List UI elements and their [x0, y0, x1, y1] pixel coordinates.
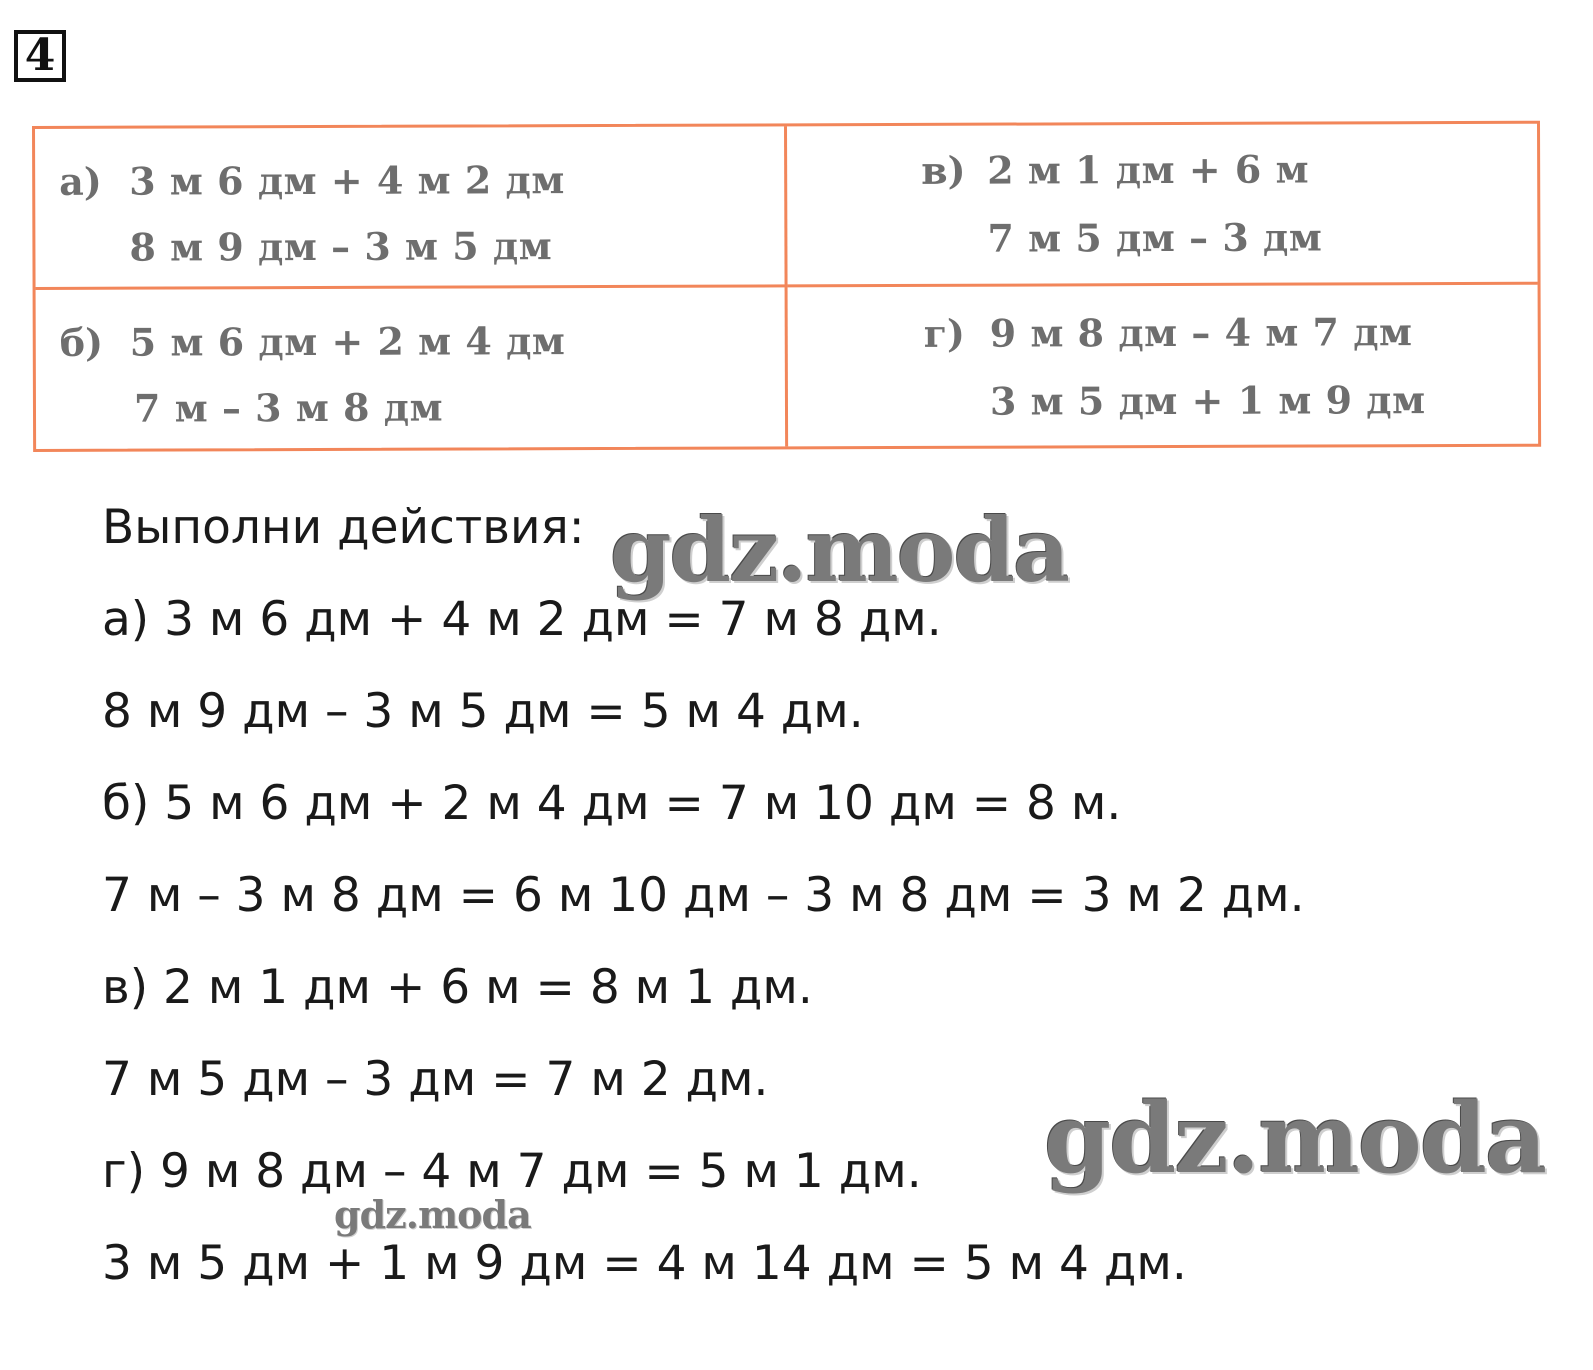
- solution-line: а) 3 м 6 дм + 4 м 2 дм = 7 м 8 дм.: [102, 592, 942, 647]
- cell-v-expression-1: 2 м 1 дм + 6 м: [987, 146, 1310, 193]
- cell-b-expression-1: 5 м 6 дм + 2 м 4 дм: [129, 318, 566, 365]
- table-cell-b: [36, 287, 789, 449]
- cell-b-label: б): [59, 319, 104, 365]
- task-number-badge: 4: [14, 30, 66, 82]
- cell-a-expression-2: 8 м 9 дм – 3 м 5 дм: [129, 223, 553, 270]
- solution-line: 7 м – 3 м 8 дм = 6 м 10 дм – 3 м 8 дм = 3 м 2 дм.: [102, 868, 1305, 923]
- solution-line: г) 9 м 8 дм – 4 м 7 дм = 5 м 1 дм.: [102, 1144, 922, 1199]
- solution-line: 8 м 9 дм – 3 м 5 дм = 5 м 4 дм.: [102, 684, 864, 739]
- table-cell-g: [788, 285, 1539, 447]
- cell-a-label: а): [59, 158, 102, 204]
- cell-v-label: в): [921, 147, 966, 193]
- task-table: [32, 121, 1541, 452]
- solution-line: 3 м 5 дм + 1 м 9 дм = 4 м 14 дм = 5 м 4 дм.: [102, 1236, 1187, 1291]
- watermark-right: gdz.moda: [1044, 1082, 1546, 1195]
- watermark-top: gdz.moda: [610, 498, 1069, 602]
- solution-line: в) 2 м 1 дм + 6 м = 8 м 1 дм.: [102, 960, 813, 1015]
- cell-a-expression-1: 3 м 6 дм + 4 м 2 дм: [129, 157, 565, 204]
- table-cell-a: [35, 126, 788, 290]
- solution-line: б) 5 м 6 дм + 2 м 4 дм = 7 м 10 дм = 8 м.: [102, 776, 1122, 831]
- watermark-small: gdz.moda: [334, 1192, 531, 1237]
- cell-g-expression-1: 9 м 8 дм – 4 м 7 дм: [989, 309, 1413, 356]
- solution-heading: Выполни действия:: [102, 500, 585, 555]
- cell-g-label: г): [923, 310, 966, 356]
- solution-line: 7 м 5 дм – 3 дм = 7 м 2 дм.: [102, 1052, 769, 1107]
- cell-g-expression-2: 3 м 5 дм + 1 м 9 дм: [989, 377, 1426, 424]
- cell-b-expression-2: 7 м – 3 м 8 дм: [133, 384, 444, 431]
- cell-v-expression-2: 7 м 5 дм – 3 дм: [987, 214, 1323, 261]
- table-cell-v: [787, 124, 1538, 288]
